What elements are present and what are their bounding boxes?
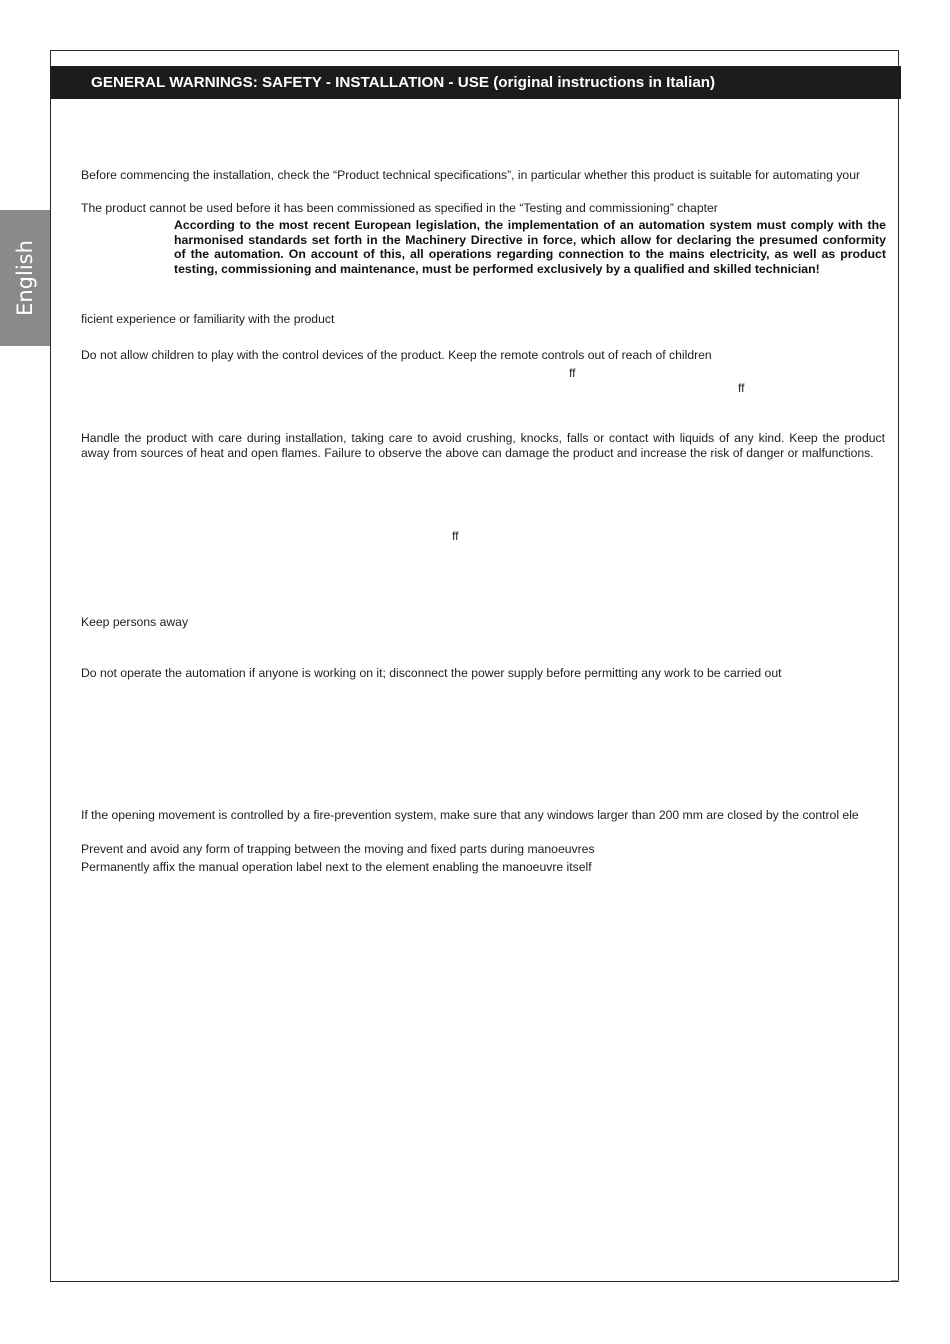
paragraph-affix-label: Permanently affix the manual operation label next to the element enabling the manoeuvre itself <box>81 860 592 874</box>
paragraph-do-not-operate: Do not operate the automation if anyone is working on it; disconnect the power supply before permitting any work to be carried out <box>81 666 782 680</box>
paragraph-handle-line: away from sources of heat and open flames. Failure to observe the above can damage the product and increase the risk of danger or malfunctions. <box>81 446 874 460</box>
bold-warning-line: According to the most recent European legislation, the implementation of an automation system must comply with the <box>174 218 886 232</box>
paragraph-cannot-be-used: The product cannot be used before it has been commissioned as specified in the “Testing and commissioning” chapter <box>81 201 718 215</box>
ligature-fragment: ff <box>569 366 576 380</box>
ligature-fragment: ff <box>738 381 745 395</box>
paragraph-children: Do not allow children to play with the control devices of the product. Keep the remote controls out of reach of children <box>81 348 712 362</box>
ligature-fragment: ff <box>452 529 459 543</box>
paragraph-experience: ficient experience or familiarity with the product <box>81 312 335 326</box>
bold-warning-block <box>174 218 886 276</box>
bold-warning-line: of the automation. On account of this, all operations regarding connection to the mains electricity, as well as product <box>174 247 886 261</box>
paragraph-before-commencing: Before commencing the installation, check the “Product technical specifications”, in particular whether this product is suitable for automating your <box>81 168 861 182</box>
bold-warning-line: harmonised standards set forth in the Machinery Directive in force, which allow for declaring the presumed conformity <box>174 232 886 247</box>
paragraph-keep-persons: Keep persons away <box>81 615 189 629</box>
paragraph-prevent-trapping: Prevent and avoid any form of trapping between the moving and fixed parts during manoeuvres <box>81 842 595 856</box>
paragraph-fire-prevention: If the opening movement is controlled by a fire-prevention system, make sure that any windows larger than 200 mm are closed by the control ele <box>81 808 859 822</box>
page-corner-mark <box>891 1280 899 1281</box>
language-tab <box>0 210 50 346</box>
section-title: GENERAL WARNINGS: SAFETY - INSTALLATION - USE (original instructions in Italian) <box>91 74 716 91</box>
section-header <box>50 66 901 99</box>
language-tab-label: English <box>13 240 37 316</box>
bold-warning-line: testing, commissioning and maintenance, must be performed exclusively by a qualified and skilled technician! <box>174 261 820 276</box>
paragraph-handle-line: Handle the product with care during installation, taking care to avoid crushing, knocks, falls or contact with liquids of any kind. Keep the product <box>81 431 885 445</box>
